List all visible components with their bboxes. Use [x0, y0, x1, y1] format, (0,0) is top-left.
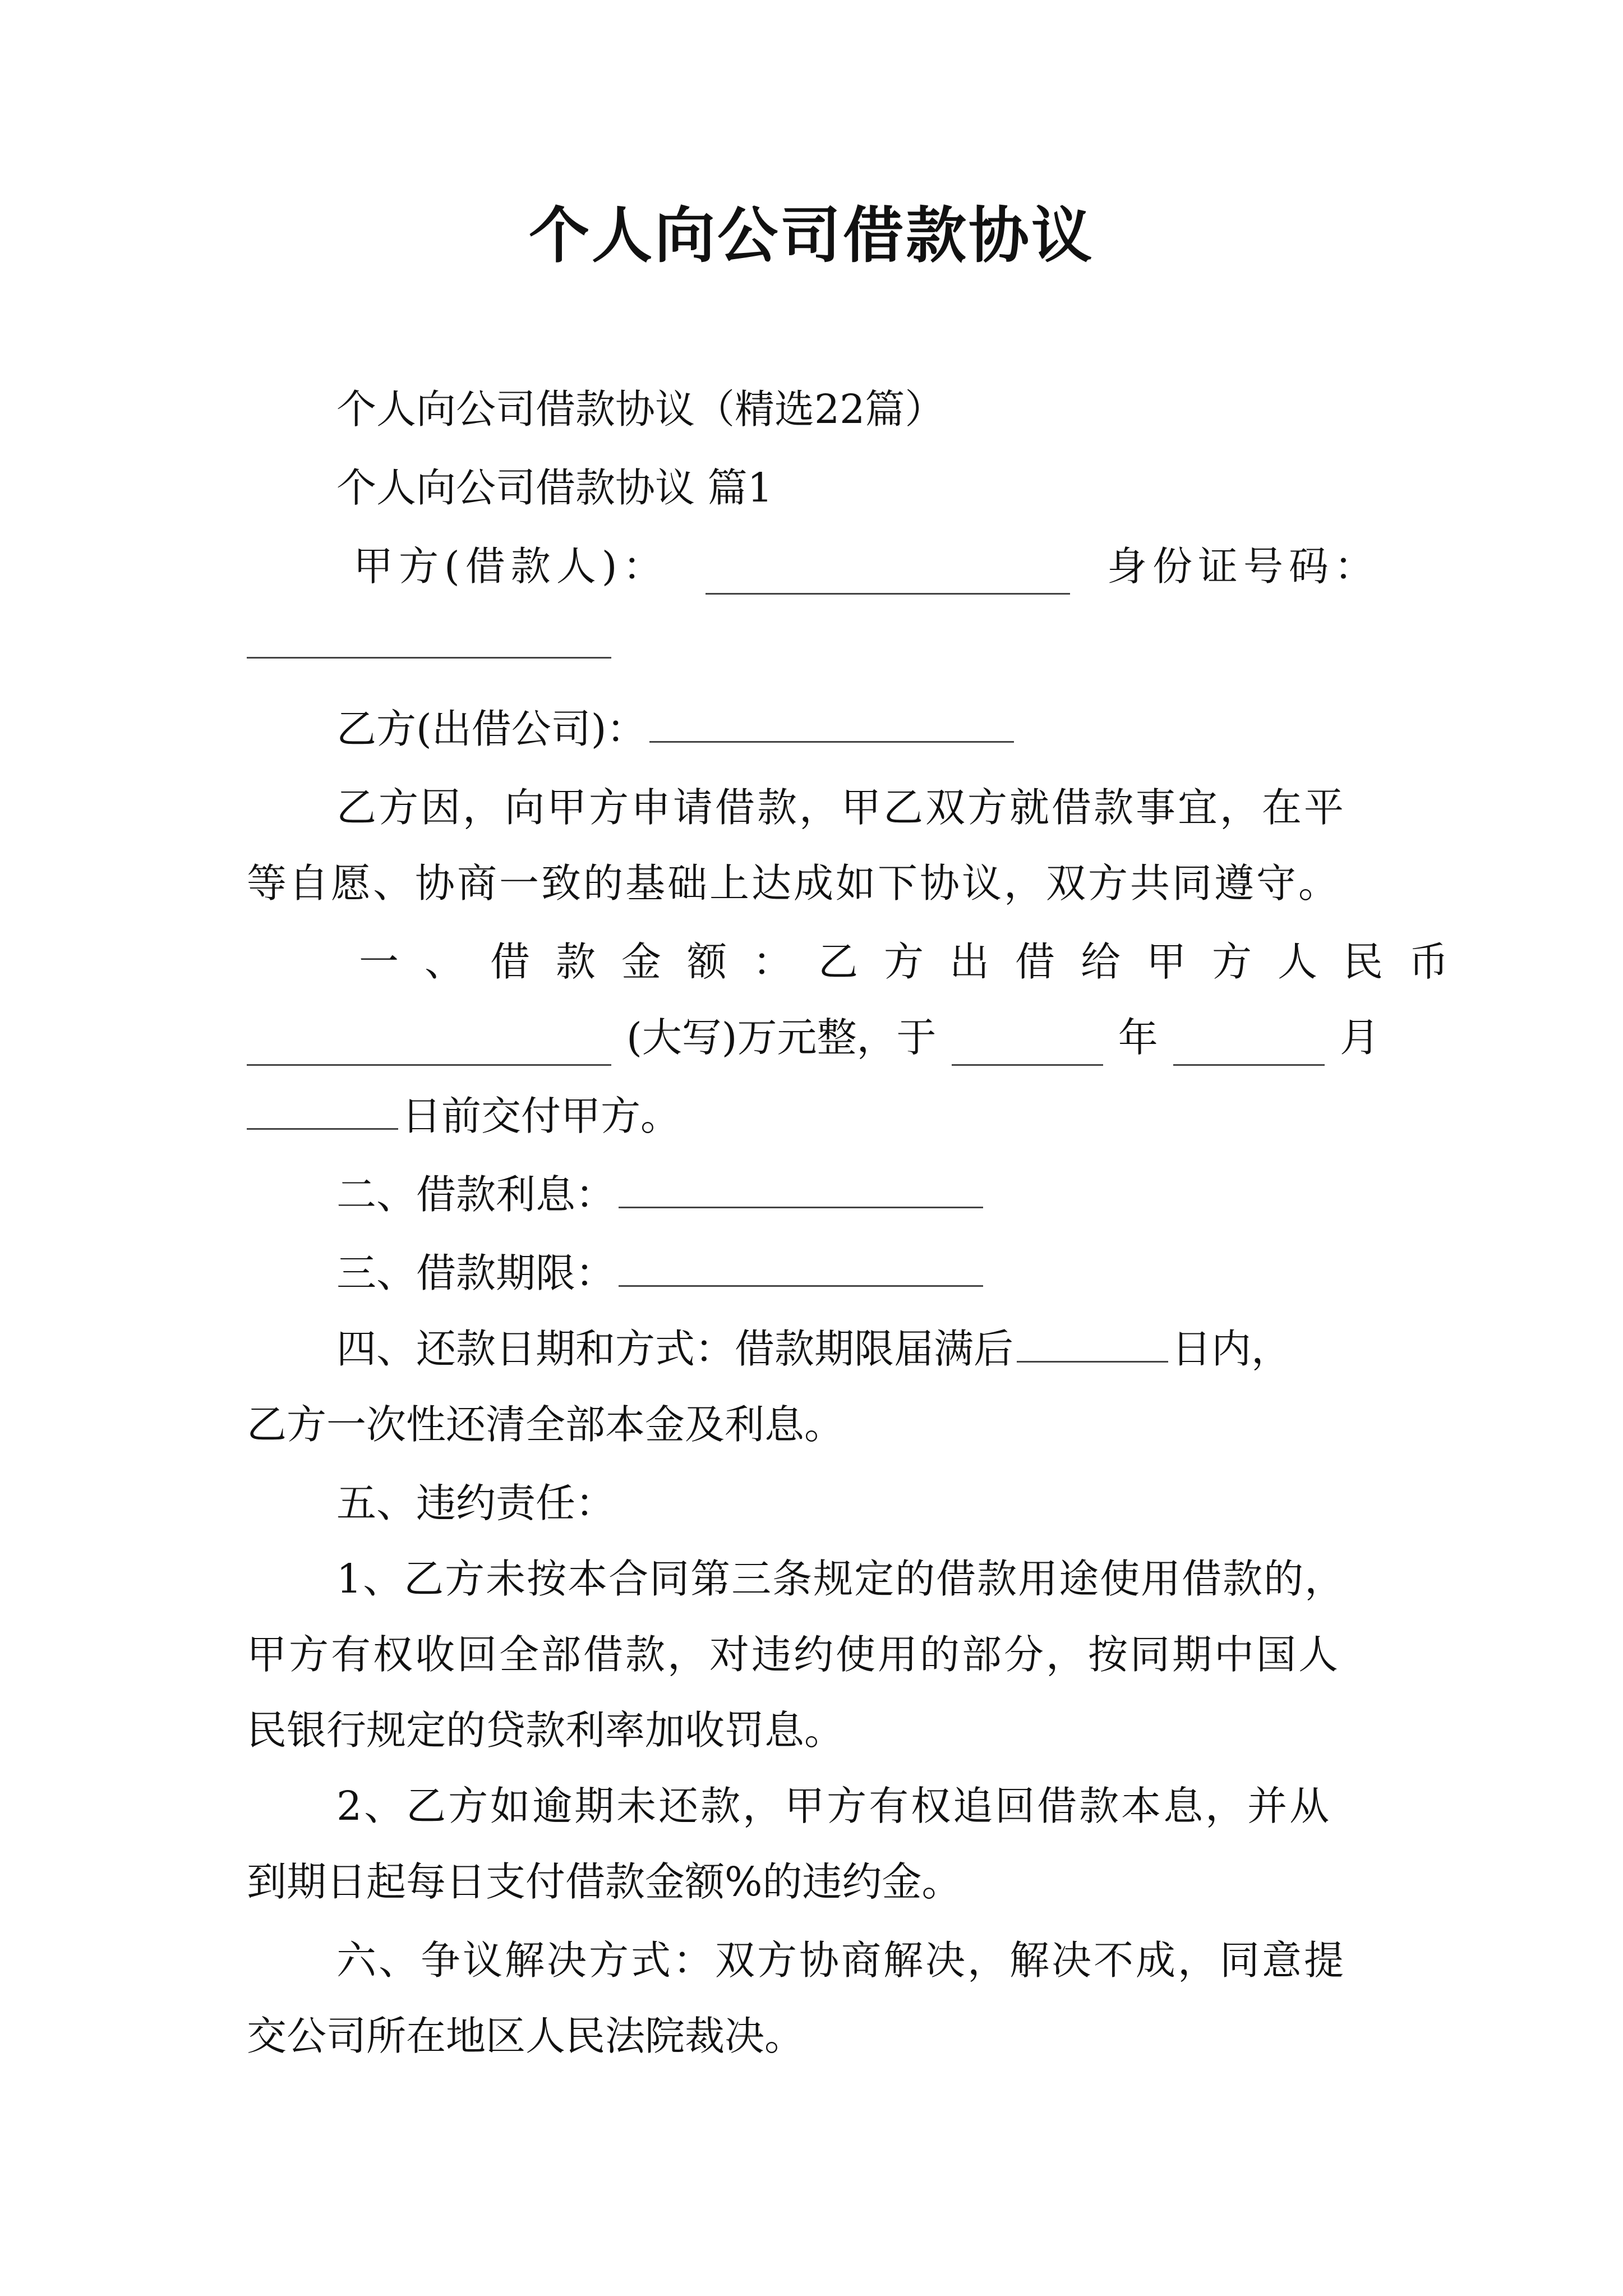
clause-5-1-line-3: 民银行规定的贷款利率加收罚息。 [247, 1707, 845, 1754]
clause-3-row [336, 1245, 1380, 1301]
repay-days-blank [1017, 1322, 1168, 1363]
clause-4-label: 四、还款日期和方式：借款期限届满后 [336, 1326, 1014, 1372]
preamble-line-1: 乙方因，向甲方申请借款，甲乙双方就借款事宜，在平 [336, 784, 1347, 831]
party-b-label: 乙方(出借公司)： [336, 706, 647, 752]
id-number-row [247, 617, 1380, 673]
clause-1-month: 月 [1339, 1014, 1380, 1061]
interest-blank [619, 1167, 983, 1208]
month-blank [1173, 1025, 1325, 1066]
document-subtitle: 个人向公司借款协议（精选22篇） [336, 386, 945, 432]
party-a-blank [706, 554, 1070, 595]
clause-5-2-line-1: 2、乙方如逾期未还款，甲方有权追回借款本息，并从 [336, 1783, 1332, 1829]
id-number-label: 身份证号码： [1106, 543, 1380, 590]
clause-2-row [336, 1167, 1380, 1223]
clause-3-label: 三、借款期限： [336, 1250, 616, 1296]
amount-blank [247, 1025, 611, 1066]
section-heading: 个人向公司借款协议 篇1 [336, 464, 773, 511]
clause-1-year: 年 [1118, 1014, 1158, 1061]
clause-6-line-2: 交公司所在地区人民法院裁决。 [247, 2013, 805, 2059]
clause-1-day: 日前交付甲方。 [402, 1093, 681, 1139]
term-blank [619, 1246, 983, 1287]
clause-4-line-2: 乙方一次性还清全部本金及利息。 [247, 1401, 845, 1448]
clause-6-line-1: 六、争议解决方式：双方协商解决，解决不成，同意提 [336, 1937, 1347, 1984]
clause-1-capital: (大写)万元整，于 [626, 1014, 937, 1061]
party-b-row [336, 701, 1380, 757]
preamble-line-2: 等自愿、协商一致的基础上达成如下协议，双方共同遵守。 [247, 860, 1341, 907]
party-b-blank [649, 702, 1014, 743]
clause-4-line-1 [336, 1321, 1380, 1377]
day-blank [247, 1089, 398, 1130]
id-number-blank [247, 618, 611, 659]
clause-1-label: 一、借款金额：乙方出借给甲方人民币 [359, 938, 1475, 985]
clause-1-day-row [247, 1088, 1380, 1144]
clause-4-days: 日内， [1172, 1326, 1292, 1372]
party-a-label: 甲方(借款人)： [353, 543, 668, 590]
clause-5-1-line-2: 甲方有权收回全部借款，对违约使用的部分，按同期中国人 [247, 1631, 1341, 1678]
party-a-row [353, 539, 1380, 595]
clause-2-label: 二、借款利息： [336, 1171, 616, 1218]
document-title: 个人向公司借款协议 [528, 200, 1094, 271]
clause-5-1-line-1: 1、乙方未按本合同第三条规定的借款用途使用借款的， [336, 1556, 1346, 1602]
clause-5-2-line-2: 到期日起每日支付借款金额%的违约金。 [247, 1858, 962, 1905]
clause-5-heading: 五、违约责任： [336, 1480, 616, 1526]
year-blank [952, 1025, 1103, 1066]
clause-1-amount-row [247, 1010, 1380, 1066]
